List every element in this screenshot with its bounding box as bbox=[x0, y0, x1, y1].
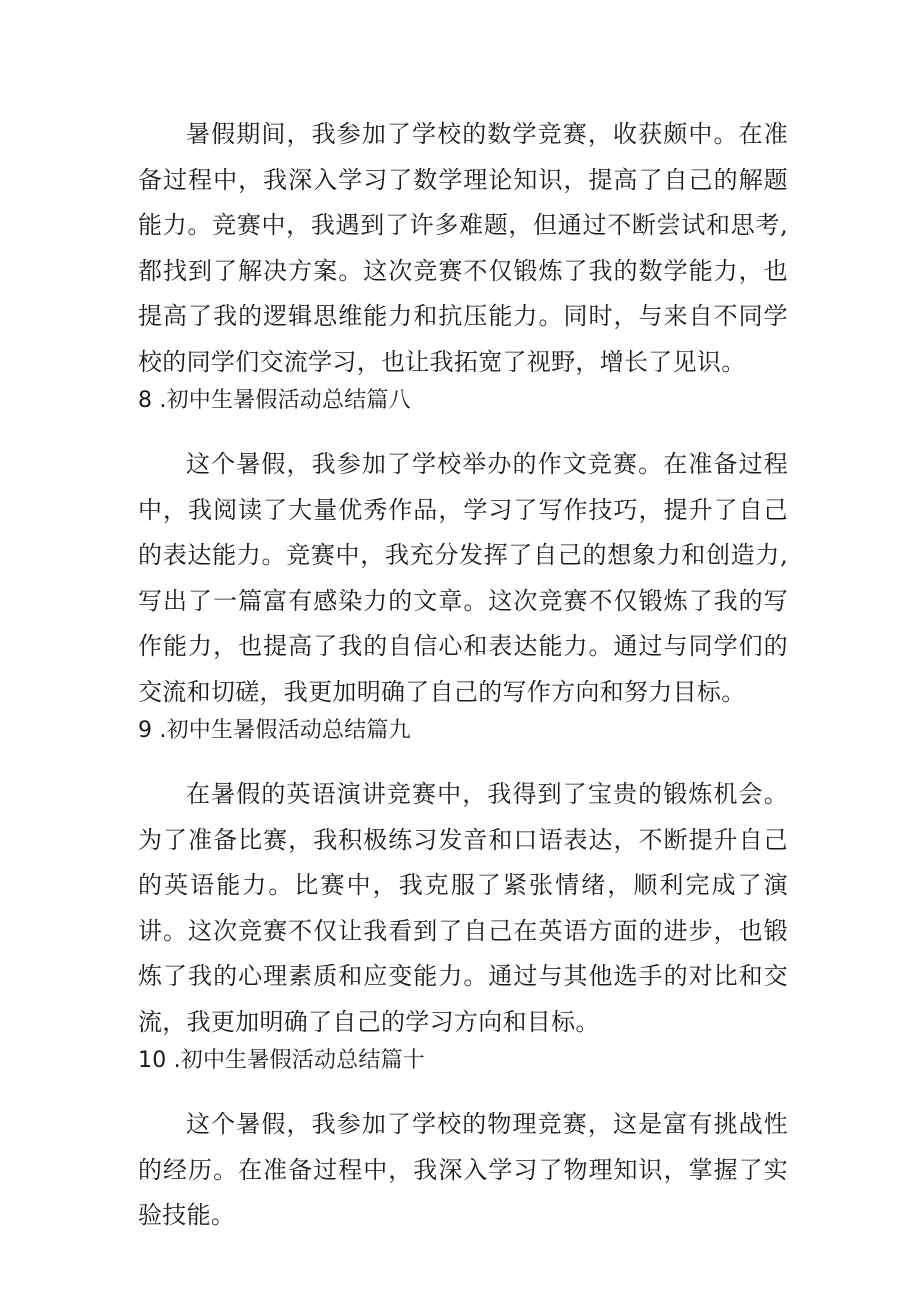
section-heading-10: 10 .初中生暑假活动总结篇十 bbox=[138, 1048, 425, 1073]
paragraph-essay-competition: 这个暑假，我参加了学校举办的作文竞赛。在准备过程中，我阅读了大量优秀作品，学习了写作技巧，提升了自己的表达能力。竞赛中，我充分发挥了自己的想象力和创造力,写出了一篇富有感染力的文章。这次竞赛不仅锻炼了我的写作能力，也提高了我的自信心和表达能力。通过与同学们的交流和切磋，我更加明确了自己的写作方向和努力目标。 bbox=[138, 450, 788, 706]
paragraph-math-competition: 暑假期间，我参加了学校的数学竞赛，收获颇中。在准备过程中，我深入学习了数学理论知识，提高了自己的解题能力。竞赛中，我遇到了许多难题，但通过不断尝试和思考,都找到了解决方案。这次竞赛不仅锻炼了我的数学能力，也提高了我的逻辑思维能力和抗压能力。同时，与来自不同学校的同学们交流学习，也让我拓宽了视野，增长了见识。 bbox=[138, 120, 788, 376]
paragraph-physics-competition: 这个暑假，我参加了学校的物理竞赛，这是富有挑战性的经历。在准备过程中，我深入学习了物理知识，掌握了实验技能。 bbox=[138, 1110, 788, 1230]
paragraph-english-speech: 在暑假的英语演讲竞赛中，我得到了宝贵的锻炼机会。为了准备比赛，我积极练习发音和口语表达，不断提升自己的英语能力。比赛中，我克服了紧张情绪，顺利完成了演讲。这次竞赛不仅让我看到了自己在英语方面的进步，也锻炼了我的心理素质和应变能力。通过与其他选手的对比和交流，我更加明确了自己的学习方向和目标。 bbox=[138, 780, 788, 1036]
section-heading-8: 8 .初中生暑假活动总结篇八 bbox=[138, 388, 411, 413]
section-heading-9: 9 .初中生暑假活动总结篇九 bbox=[138, 718, 411, 743]
